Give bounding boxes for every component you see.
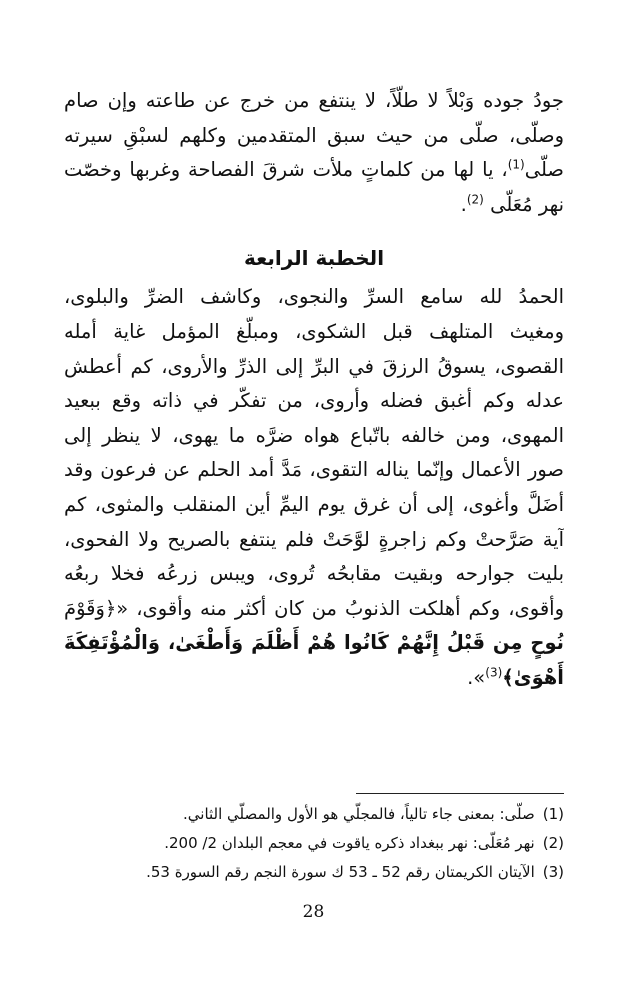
footnote-divider: [356, 793, 564, 794]
text-line: وأقوى، وكم أهلكت الذنوبُ من كان أكثر منه وأقوى، «﴿وَقَوْمَ: [64, 596, 564, 620]
quran-fragment: أَهْوَىٰ﴾: [502, 665, 564, 689]
text-line: القصوى، يسوقُ الرزقَ في البرِّ إلى الذرِّ والأروى، كم أعطش: [64, 354, 564, 378]
text-fragment: صلّى: [524, 158, 564, 182]
footnote-text: الآيتان الكريمتان رقم 52 ـ 53 ك سورة النجم رقم السورة 53.: [146, 863, 535, 881]
text-line: بليت جوارحه وبقيت مقابحُه تُروى، ويبس زرعُه فخلا ربعُه: [64, 562, 564, 586]
quran-line: [64, 661, 564, 696]
footnote-text: صلّى: بمعنى جاء تالياً، فالمجلّي هو الأول والمصلّي الثاني.: [183, 805, 535, 823]
footnote-number: (3): [542, 863, 564, 881]
quran-line: نُوحٍ مِن قَبْلُ إِنَّهُمْ كَانُوا هُمْ أَظْلَمَ وَأَطْغَىٰ، وَالْمُؤْتَفِكَةَ: [64, 631, 564, 655]
footnote: [64, 800, 564, 829]
text-line: وصلّى، صلّى من حيث سبق المتقدمين وكلهم لسبْقِ سيرته: [64, 123, 564, 147]
footnote-text: نهر مُعَلّى: نهر ببغداد ذكره ياقوت في معجم البلدان 2/ 200.: [164, 834, 535, 852]
section-heading: الخطبة الرابعة: [243, 246, 385, 271]
text-fragment: ».: [467, 665, 486, 689]
text-line: جودُ جوده وَبْلاً لا طلّاً، لا ينتفع من خرج عن طاعته وإن صام: [64, 89, 564, 112]
text-line: المهوى، ومن خالفه باتّباع هواه ضرَّه ما يهوى، لا ينظر إلى: [64, 423, 564, 447]
main-text: [64, 84, 564, 696]
footnote: [64, 829, 564, 858]
footnote-ref[interactable]: (3): [485, 665, 503, 680]
footnotes: [64, 800, 564, 887]
footnote-number: (1): [542, 805, 564, 823]
text-line: آية صَرَّحتْ وكم زاجرةٍ لوَّحَتْ فلم ينتفع بالصريح ولا الفحوى،: [64, 527, 564, 551]
text-fragment: .: [460, 192, 467, 216]
text-line: أضَلَّ وأغوى، إلى أن غرق يوم اليمِّ أين المنقلب والمثوى، كم: [64, 492, 564, 516]
footnote-number: (2): [542, 834, 564, 852]
footnote: [64, 858, 564, 887]
text-line: [64, 188, 564, 223]
text-fragment: ، يا لها من كلماتٍ ملأت شرقَ الفصاحة وغربها وخصّت: [64, 158, 508, 182]
text-line: الحمدُ لله سامع السرِّ والنجوى، وكاشف الضرِّ والبلوى،: [64, 285, 564, 309]
text-line: ومغيث المتلهف قبل الشكوى، ومبلّغ المؤمل غاية أمله: [64, 319, 564, 343]
text-line: عدله وكم أغبق فضله وأروى، من تفكّر في ذاته وقع ببعيد: [64, 389, 564, 413]
text-fragment: نهر مُعَلّى: [490, 192, 564, 216]
footnote-ref[interactable]: (2): [466, 192, 484, 207]
page-number: 28: [302, 902, 325, 922]
text-line: صور الأعمال وإنّما يناله التقوى، مَدَّ أمد الحلم عن فرعون وقد: [64, 458, 564, 482]
footnote-ref[interactable]: (1): [507, 157, 525, 172]
text-line: [64, 153, 564, 188]
